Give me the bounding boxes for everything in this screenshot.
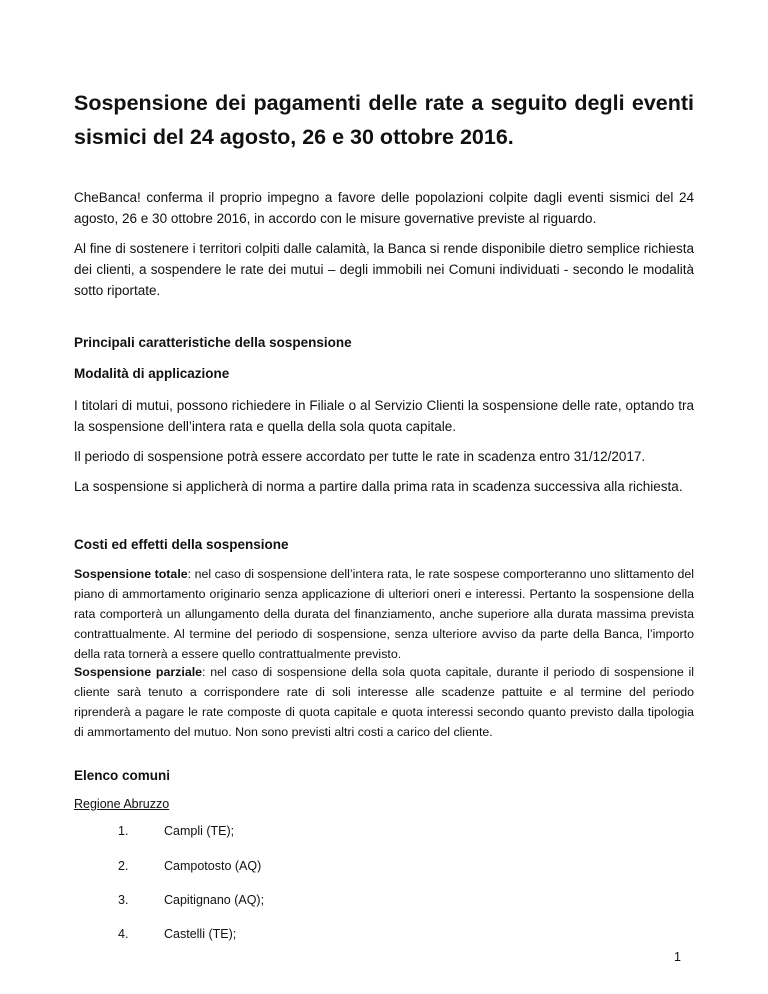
total-suspension-paragraph [74,564,694,664]
intro-paragraph-2: Al fine di sostenere i territori colpiti dalle calamità, la Banca si rende disponibile dietro semplice richiesta dei clienti, a sospendere le rate dei mutui – degli immobili nei Comuni individuati - secondo le modalità sotto riportate. [74,241,694,298]
list-item-number: 3. [118,893,129,907]
list-item [74,856,474,876]
application-paragraph-1: I titolari di mutui, possono richiedere in Filiale o al Servizio Clienti la sospensione delle rate, optando tra la sospensione dell’intera rata e quella della sola quota capitale. [74,398,694,434]
list-item [74,890,474,910]
list-item [74,924,474,944]
section-heading-application: Modalità di applicazione [74,366,230,381]
application-paragraph-3: La sospensione si applicherà di norma a partire dalla prima rata in scadenza successiva alla richiesta. [74,479,683,494]
page-number: 1 [674,950,681,964]
section-heading-characteristics: Principali caratteristiche della sospensione [74,335,352,350]
list-item-number: 4. [118,927,129,941]
total-suspension-label: Sospensione totale [74,567,188,581]
total-suspension-text: : nel caso di sospensione dell’intera rata, le rate sospese comporteranno uno slittamento del piano di ammortamento originario senza applicazione di ulteriori oneri e interessi. Pertanto la sospensione della rata comporterà un allungamento della durata del finanziamento, anche superiore alla durata massima prevista contrattualmente. Al termine del periodo di sospensione, senza ulteriore avviso da parte della Banca, l’importo della rata tornerà a essere quello contrattualmente previsto. [74,567,695,661]
list-item-number: 2. [118,859,129,873]
list-item-name: Capitignano (AQ); [164,893,265,907]
application-paragraph-2: Il periodo di sospensione potrà essere accordato per tutte le rate in scadenza entro 31/12/2017. [74,449,646,464]
list-item-name: Campotosto (AQ) [164,859,262,873]
partial-suspension-text: : nel caso di sospensione della sola quota capitale, durante il periodo di sospensione il cliente sarà tenuto a corrispondere rate di soli interesse alle scadenze pattuite e al termine del periodo riprenderà a pagare le rate composte di quota capitale e quota interessi secondo quanto previsto dalla tipologia di ammortamento del mutuo. Non sono previsti altri costi a carico del cliente. [74,665,694,739]
list-item-number: 1. [118,824,129,838]
list-item-name: Campli (TE); [164,824,235,838]
document-title: Sospensione dei pagamenti delle rate a seguito degli eventi sismici del 24 agosto, 26 e 30 ottobre 2016. [74,91,694,149]
region-label: Regione Abruzzo [74,797,170,811]
partial-suspension-label: Sospensione parziale [74,665,203,679]
intro-paragraph-1: CheBanca! conferma il proprio impegno a favore delle popolazioni colpite dagli eventi sismici del 24 agosto, 26 e 30 ottobre 2016, in accordo con le misure governative previste al riguardo. [74,190,694,226]
partial-suspension-paragraph [74,662,694,742]
list-item [74,821,474,841]
list-item-name: Castelli (TE); [164,927,237,941]
section-heading-comuni: Elenco comuni [74,768,171,783]
section-heading-costs: Costi ed effetti della sospensione [74,537,289,552]
